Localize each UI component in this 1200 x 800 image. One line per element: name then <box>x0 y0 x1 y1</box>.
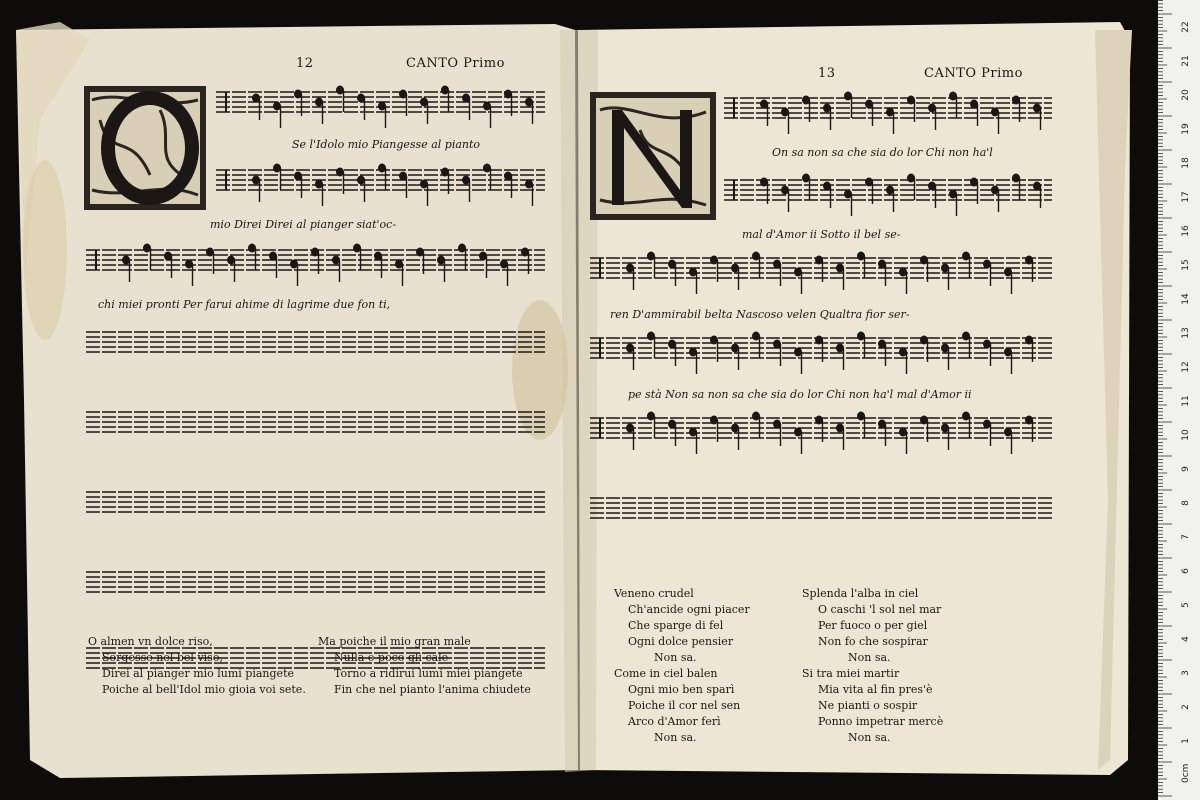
left-lyric-line: mio Direi Direi al pianger siat'oc- <box>210 218 397 231</box>
verse-line: O caschi 'l sol nel mar <box>818 603 942 616</box>
verse-line: Poiche il cor nel sen <box>628 699 741 712</box>
verse-line: Ma poiche il mio gran male <box>318 635 471 648</box>
left-verse-column-2 <box>318 634 531 698</box>
ruler-label: 1 <box>1181 738 1191 744</box>
ruler-label: 17 <box>1181 191 1191 203</box>
ruler-label: 7 <box>1181 534 1191 540</box>
left-verse-column-1 <box>88 634 306 698</box>
verse-line: Si tra miei martir <box>802 667 900 680</box>
verse-line: Che sparge di fel <box>628 619 724 632</box>
left-lyric-line: chi miei pronti Per farui ahime di lagrime due fon ti, <box>98 298 391 311</box>
verse-line: Non sa. <box>848 731 891 744</box>
decorated-initial-n <box>590 92 716 220</box>
verse-line: Poiche al bell'Idol mio gioia voi sete. <box>102 683 306 696</box>
verse-line: Torno a ridirui lumi miei piangete <box>334 667 523 680</box>
right-page-number: 13 <box>818 66 836 81</box>
verse-line: O almen vn dolce riso, <box>88 635 213 648</box>
verse-line: Arco d'Amor ferì <box>628 715 721 728</box>
verse-line: Ponno impetrar mercè <box>818 715 944 728</box>
ruler-label: 9 <box>1181 466 1191 472</box>
verse-line: Veneno crudel <box>614 587 694 600</box>
verse-line: Nulla o poco gli cale <box>334 651 449 664</box>
ruler-label: 13 <box>1181 327 1191 339</box>
ruler-label: 18 <box>1181 157 1191 169</box>
measuring-ruler <box>1158 0 1200 800</box>
ruler-label: 10 <box>1181 429 1191 441</box>
ruler-label: 20 <box>1181 89 1191 101</box>
verse-line: Ne pianti o sospir <box>818 699 918 712</box>
verse-line: Sorgesse nel bel viso, <box>102 651 223 664</box>
verse-line: Mia vita al fin pres'è <box>818 683 933 696</box>
right-lyric-line: pe stà Non sa non sa che sia do lor Chi non ha'l mal d'Amor ii <box>628 388 972 401</box>
verse-line: Ch'ancide ogni piacer <box>628 603 750 616</box>
verse-line: Non sa. <box>848 651 891 664</box>
ruler-label: 16 <box>1181 225 1191 237</box>
ruler-label: 14 <box>1181 293 1191 305</box>
verse-line: Non sa. <box>654 731 697 744</box>
left-lyric-line: Se l'Idolo mio Piangesse al pianto <box>292 138 481 151</box>
verse-line: Ogni dolce pensier <box>628 635 734 648</box>
ruler-label: 15 <box>1181 259 1191 271</box>
verse-line: Non fo che sospirar <box>818 635 928 648</box>
ruler-label: 2 <box>1181 704 1191 710</box>
ruler-label: 11 <box>1181 395 1191 407</box>
ruler-label <box>1181 0 1191 1</box>
right-lyric-line: ren D'ammirabil belta Nascoso velen Qualtra fior ser- <box>610 308 910 321</box>
verse-line: Per fuoco o per giel <box>818 619 928 632</box>
left-page-header: CANTO Primo <box>406 56 505 71</box>
verse-line: Ogni mio ben sparì <box>628 683 735 696</box>
ruler-label: 5 <box>1181 602 1191 608</box>
ruler-label: 12 <box>1181 361 1191 373</box>
verse-line: Fin che nel pianto l'anima chiudete <box>334 683 531 696</box>
ruler-label: 6 <box>1181 568 1191 574</box>
ruler-label: 19 <box>1181 123 1191 135</box>
left-page-number: 12 <box>296 56 314 71</box>
ruler-label: 3 <box>1181 670 1191 676</box>
ruler-label: 8 <box>1181 500 1191 506</box>
verse-line: Come in ciel balen <box>614 667 718 680</box>
water-stain <box>512 300 568 440</box>
ruler-label: 22 <box>1181 21 1191 33</box>
right-verse-column-1 <box>614 586 750 746</box>
decorated-initial-o <box>84 86 206 210</box>
right-lyric-line: On sa non sa che sia do lor Chi non ha'l <box>772 146 993 159</box>
right-lyric-line: mal d'Amor ii Sotto il bel se- <box>742 228 901 241</box>
ruler-label: 0cm <box>1181 763 1191 783</box>
verse-line: Splenda l'alba in ciel <box>802 587 919 600</box>
verse-line: Direi al pianger mio lumi piangete <box>102 667 295 680</box>
right-verse-column-2 <box>802 586 943 746</box>
ruler-label: 4 <box>1181 636 1191 642</box>
verse-line: Non sa. <box>654 651 697 664</box>
ruler-label: 21 <box>1181 55 1191 67</box>
right-page-header: CANTO Primo <box>924 66 1023 81</box>
